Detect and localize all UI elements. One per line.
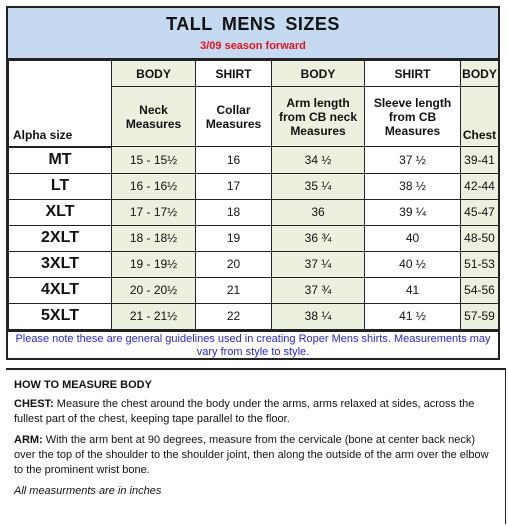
cell-size: 4XLT [9, 277, 112, 303]
cell-arm: 37 ¾ [272, 277, 365, 303]
cell-sleeve: 40 ½ [365, 251, 461, 277]
cell-arm: 36 [272, 199, 365, 225]
chart-title: TALL MENS SIZES [166, 14, 340, 34]
cell-size: XLT [9, 199, 112, 225]
cell-sleeve: 41 ½ [365, 303, 461, 329]
cell-collar: 17 [196, 173, 272, 199]
cell-neck: 18 - 18½ [112, 225, 196, 251]
sizes-table [8, 60, 499, 330]
header-sleeve [365, 87, 461, 147]
header-neck-line2: Measures [125, 116, 182, 131]
header-sleeve-line3: Measures [384, 123, 441, 138]
cell-collar: 21 [196, 277, 272, 303]
cell-neck: 15 - 15½ [112, 147, 196, 174]
cell-chest: 39-41 [461, 147, 499, 174]
cell-arm: 37 ¼ [272, 251, 365, 277]
cell-collar: 19 [196, 225, 272, 251]
cell-sleeve: 39 ¼ [365, 199, 461, 225]
cell-arm: 35 ¼ [272, 173, 365, 199]
table-row [9, 173, 499, 199]
how-to-measure-section [6, 368, 506, 524]
size-chart [6, 6, 500, 360]
cell-size: MT [9, 147, 112, 174]
cell-collar: 16 [196, 147, 272, 174]
cell-size: 3XLT [9, 251, 112, 277]
header-chest: Chest [461, 87, 499, 147]
table-row [9, 277, 499, 303]
cell-arm: 34 ½ [272, 147, 365, 174]
header-sleeve-line1: Sleeve length [373, 95, 452, 110]
header-arm-line1: Arm length [286, 95, 350, 110]
header-row-category [9, 61, 499, 87]
header-shirt-2: SHIRT [365, 61, 461, 87]
howto-heading: HOW TO MEASURE BODY [14, 379, 152, 391]
cell-neck: 17 - 17½ [112, 199, 196, 225]
header-neck-line1: Neck [139, 102, 168, 117]
cell-neck: 21 - 21½ [112, 303, 196, 329]
table-row [9, 147, 499, 174]
header-collar-line2: Measures [205, 116, 262, 131]
header-neck [112, 87, 196, 147]
chest-instructions [14, 397, 497, 427]
title-band [8, 8, 498, 60]
cell-chest: 54-56 [461, 277, 499, 303]
header-arm-line2: from CB neck [278, 109, 358, 124]
cell-collar: 18 [196, 199, 272, 225]
cell-neck: 19 - 19½ [112, 251, 196, 277]
cell-sleeve: 37 ½ [365, 147, 461, 174]
header-shirt-1: SHIRT [196, 61, 272, 87]
table-row [9, 199, 499, 225]
cell-arm: 36 ¾ [272, 225, 365, 251]
chest-text: Measure the chest around the body under the arms, arms relaxed at sides, across the fullest part of the chest, keeping tape parallel to the floor. [14, 398, 475, 425]
cell-sleeve: 38 ½ [365, 173, 461, 199]
header-collar [196, 87, 272, 147]
cell-size: 5XLT [9, 303, 112, 329]
header-sleeve-line2: from CB [388, 109, 437, 124]
header-arm [272, 87, 365, 147]
header-body-2: BODY [272, 61, 365, 87]
cell-arm: 38 ¼ [272, 303, 365, 329]
arm-label: ARM: [14, 434, 43, 446]
cell-size: LT [9, 173, 112, 199]
cell-collar: 22 [196, 303, 272, 329]
chart-subtitle: 3/09 season forward [200, 40, 306, 52]
table-row [9, 225, 499, 251]
cell-size: 2XLT [9, 225, 112, 251]
cell-chest: 48-50 [461, 225, 499, 251]
arm-text: With the arm bent at 90 degrees, measure from the cervicale (bone at center back neck) over the top of the shoulder to the shoulder joint, then along the outside of the arm over the elbow to the prominent wrist bone. [14, 434, 489, 476]
cell-chest: 51-53 [461, 251, 499, 277]
table-row [9, 251, 499, 277]
cell-chest: 42-44 [461, 173, 499, 199]
cell-neck: 20 - 20½ [112, 277, 196, 303]
guideline-note: Please note these are general guidelines used in creating Roper Mens shirts. Measurements may vary from style to style. [8, 330, 498, 358]
header-alpha-size: Alpha size [9, 61, 112, 147]
cell-neck: 16 - 16½ [112, 173, 196, 199]
chest-label: CHEST: [14, 398, 54, 410]
arm-instructions [14, 433, 497, 478]
units-footnote: All measurments are in inches [14, 485, 162, 497]
cell-chest: 45-47 [461, 199, 499, 225]
cell-chest: 57-59 [461, 303, 499, 329]
header-body-3: BODY [461, 61, 499, 87]
header-collar-line1: Collar [216, 102, 251, 117]
cell-sleeve: 41 [365, 277, 461, 303]
cell-collar: 20 [196, 251, 272, 277]
table-row [9, 303, 499, 329]
cell-sleeve: 40 [365, 225, 461, 251]
header-body-1: BODY [112, 61, 196, 87]
header-arm-line3: Measures [290, 123, 346, 138]
